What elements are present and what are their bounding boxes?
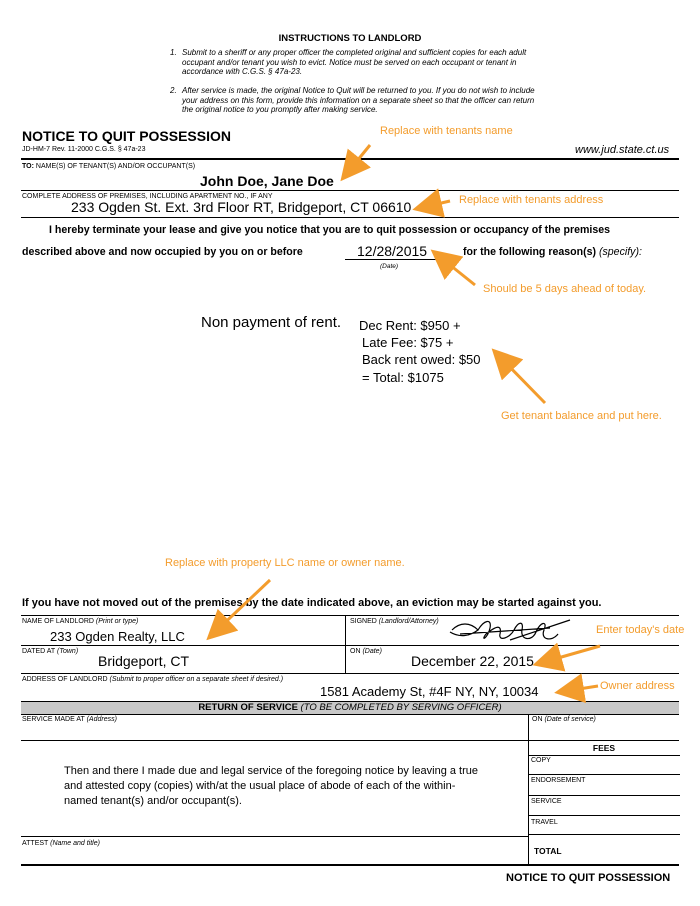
reason-line[interactable]: Late Fee: $75 + <box>362 335 454 350</box>
footer-title: NOTICE TO QUIT POSSESSION <box>506 872 671 884</box>
reason-main[interactable]: Non payment of rent. <box>201 314 342 331</box>
fee-row-endorsement: ENDORSEMENT <box>531 777 586 784</box>
fees-label: FEES <box>592 743 616 753</box>
fee-row-travel: TRAVEL <box>531 819 558 826</box>
reason-line[interactable]: = Total: $1075 <box>362 370 444 385</box>
annotation-tenant-address: Replace with tenants address <box>459 194 604 206</box>
form-code: JD-HM-7 Rev. 11-2000 C.G.S. § 47a-23 <box>22 146 146 153</box>
annotation-llc: Replace with property LLC name or owner name. <box>165 557 405 569</box>
annotation-balance: Get tenant balance and put here. <box>501 410 662 422</box>
arrow-balance <box>500 357 545 403</box>
landlord-address-value[interactable]: 1581 Academy St, #4F NY, NY, 10034 <box>320 684 539 699</box>
tenant-label: NAME(S) OF TENANT(S) AND/OR OCCUPANT(S) <box>35 163 196 170</box>
date-value[interactable]: 12/28/2015 <box>357 243 428 259</box>
statement-line-2a: described above and now occupied by you on or before <box>22 246 303 258</box>
annotation-tenant-name: Replace with tenants name <box>380 125 513 137</box>
total-label: TOTAL <box>534 846 562 856</box>
signature[interactable] <box>440 612 580 648</box>
dated-at-value[interactable]: Bridgeport, CT <box>98 653 190 669</box>
arrow-tenant-address <box>424 201 450 207</box>
arrow-today <box>544 646 600 662</box>
instructions-title: INSTRUCTIONS TO LANDLORD <box>278 33 422 44</box>
header-rule <box>21 158 679 160</box>
form-title: NOTICE TO QUIT POSSESSION <box>22 128 231 144</box>
reason-line[interactable]: Back rent owed: $50 <box>362 352 481 367</box>
annotation-today: Enter today's date <box>596 624 685 636</box>
eviction-warning: If you have not moved out of the premises by the date indicated above, an eviction may be started against you. <box>22 597 602 609</box>
on-label: ON <box>350 648 361 655</box>
on-value[interactable]: December 22, 2015 <box>411 653 534 669</box>
fee-row-copy: COPY <box>531 757 551 764</box>
fee-row-service: SERVICE <box>531 798 562 805</box>
date-label: (Date) <box>380 263 399 270</box>
address-value[interactable]: 233 Ogden St. Ext. 3rd Floor RT, Bridgeport, CT 06610 <box>71 199 412 215</box>
landlord-name-label: NAME OF LANDLORD <box>22 618 94 625</box>
service-text: Then and there I made due and legal service of the foregoing notice by leaving a true and attested copy (copies) with/at the usual place of abode of each of the within-named tenant(s) and/or occupant(s). <box>64 765 478 807</box>
arrow-date <box>440 257 475 285</box>
return-of-service-bar: RETURN OF SERVICE (TO BE COMPLETED BY SERVING OFFICER) <box>21 701 679 715</box>
landlord-name-value[interactable]: 233 Ogden Realty, LLC <box>50 629 185 644</box>
statement-line-2b: for the following reason(s) <box>463 246 597 258</box>
specify-label: (specify): <box>598 246 642 258</box>
reason-line[interactable]: Dec Rent: $950 + <box>359 318 461 333</box>
annotation-date: Should be 5 days ahead of today. <box>483 283 647 295</box>
instruction-2: After service is made, the original Notice to Quit will be returned to you. If you do not wish to include your address on this form, provide this information on a separate sheet so that the officer can return the original notice to you promptly after making service. <box>182 86 535 115</box>
annotation-owner-address: Owner address <box>600 680 675 692</box>
on-service-label: ON <box>532 716 543 723</box>
instruction-2-num: 2. <box>170 86 177 95</box>
landlord-address-label: ADDRESS OF LANDLORD <box>22 676 108 683</box>
signed-label: SIGNED <box>350 618 377 625</box>
attest-label: ATTEST <box>22 840 49 847</box>
arrow-owner-address <box>566 686 598 691</box>
statement-line-1: I hereby terminate your lease and give you notice that you are to quit possession or occupancy of the premises <box>49 224 611 236</box>
service-made-label: SERVICE MADE AT <box>22 716 85 723</box>
to-label: TO: <box>22 163 34 170</box>
address-label: COMPLETE ADDRESS OF PREMISES, INCLUDING APARTMENT NO., IF ANY <box>22 193 273 200</box>
instruction-1: Submit to a sheriff or any proper officer the completed original and sufficient copies for each adult occupant and/or tenant you wish to evict. Notice must be served on each occupant or tenant in accordance with C.G.S. § 47a-23. <box>182 48 527 77</box>
dated-at-label: DATED AT <box>22 648 56 655</box>
instruction-1-num: 1. <box>170 48 177 57</box>
website: www.jud.state.ct.us <box>575 144 670 156</box>
tenant-value[interactable]: John Doe, Jane Doe <box>200 173 334 189</box>
